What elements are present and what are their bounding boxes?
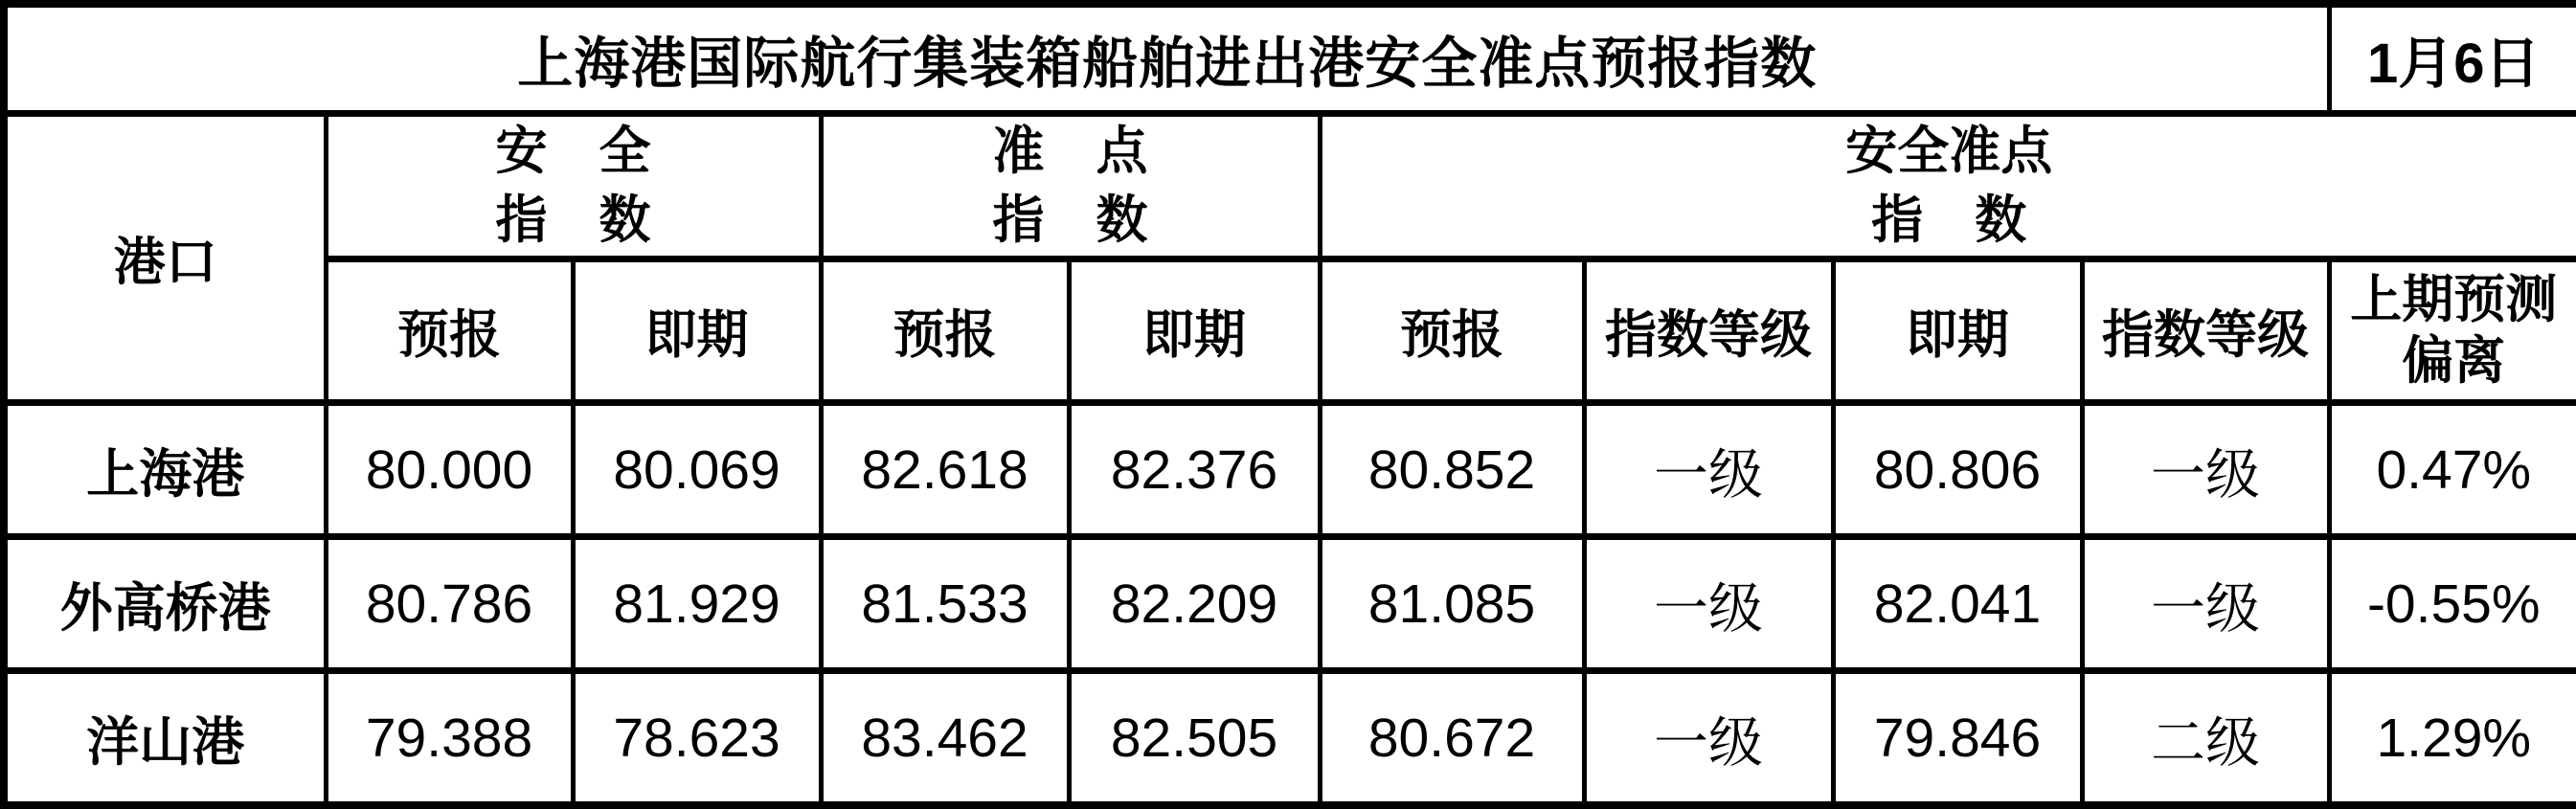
header-line: 指 数 (328, 186, 819, 256)
port-name: 外高桥港 (4, 537, 326, 671)
subheader-combined-forecast: 预报 (1320, 259, 1584, 403)
deviation-cell: -0.55% (2329, 537, 2576, 671)
grade-cell: 一级 (1584, 403, 1833, 537)
header-line: 指 数 (824, 186, 1318, 256)
grade-cell: 一级 (2082, 403, 2329, 537)
value-cell: 80.806 (1833, 403, 2082, 537)
value-cell: 81.929 (573, 537, 821, 671)
value-cell: 82.209 (1069, 537, 1320, 671)
value-cell: 81.085 (1320, 537, 1584, 671)
value-cell: 80.069 (573, 403, 821, 537)
port-name: 上海港 (4, 403, 326, 537)
port-column-header: 港口 (4, 113, 326, 403)
subheader-punctuality-forecast: 预报 (821, 259, 1069, 403)
header-line: 准 点 (824, 117, 1318, 187)
value-cell: 78.623 (573, 671, 821, 805)
value-cell: 80.852 (1320, 403, 1584, 537)
subheader-punctuality-spot: 即期 (1069, 259, 1320, 403)
value-cell: 80.000 (326, 403, 573, 537)
group-header-punctuality-index (821, 113, 1320, 259)
header-line: 安全准点 (1322, 117, 2576, 187)
value-cell: 82.618 (821, 403, 1069, 537)
header-line: 上期预测 (2332, 270, 2576, 331)
port-name: 洋山港 (4, 671, 326, 805)
deviation-cell: 0.47% (2329, 403, 2576, 537)
value-cell: 79.388 (326, 671, 573, 805)
deviation-cell: 1.29% (2329, 671, 2576, 805)
data-row-waigaoqiao-port (4, 537, 2576, 671)
report-date: 1月6日 (2329, 4, 2576, 113)
value-cell: 82.505 (1069, 671, 1320, 805)
report-title: 上海港国际航行集装箱船舶进出港安全准点预报指数 (4, 4, 2329, 113)
value-cell: 82.041 (1833, 537, 2082, 671)
value-cell: 83.462 (821, 671, 1069, 805)
grade-cell: 一级 (1584, 671, 1833, 805)
subheader-forecast-grade: 指数等级 (1584, 259, 1833, 403)
grade-cell: 一级 (1584, 537, 1833, 671)
group-header-safety-index (326, 113, 821, 259)
value-cell: 79.846 (1833, 671, 2082, 805)
value-cell: 82.376 (1069, 403, 1320, 537)
value-cell: 80.786 (326, 537, 573, 671)
subheader-spot-grade: 指数等级 (2082, 259, 2329, 403)
header-line: 偏离 (2332, 331, 2576, 393)
data-row-shanghai-port (4, 403, 2576, 537)
value-cell: 81.533 (821, 537, 1069, 671)
title-row (4, 4, 2576, 113)
subheader-safety-forecast: 预报 (326, 259, 573, 403)
subheader-safety-spot: 即期 (573, 259, 821, 403)
subheader-combined-spot: 即期 (1833, 259, 2082, 403)
header-line: 安 全 (328, 117, 819, 187)
grade-cell: 一级 (2082, 537, 2329, 671)
sub-header-row (4, 259, 2576, 403)
header-line: 指 数 (1322, 186, 2576, 256)
group-header-safety-punctuality-index (1320, 113, 2576, 259)
value-cell: 80.672 (1320, 671, 1584, 805)
data-row-yangshan-port (4, 671, 2576, 805)
grade-cell: 二级 (2082, 671, 2329, 805)
subheader-previous-forecast-deviation (2329, 259, 2576, 403)
group-header-row (4, 113, 2576, 259)
